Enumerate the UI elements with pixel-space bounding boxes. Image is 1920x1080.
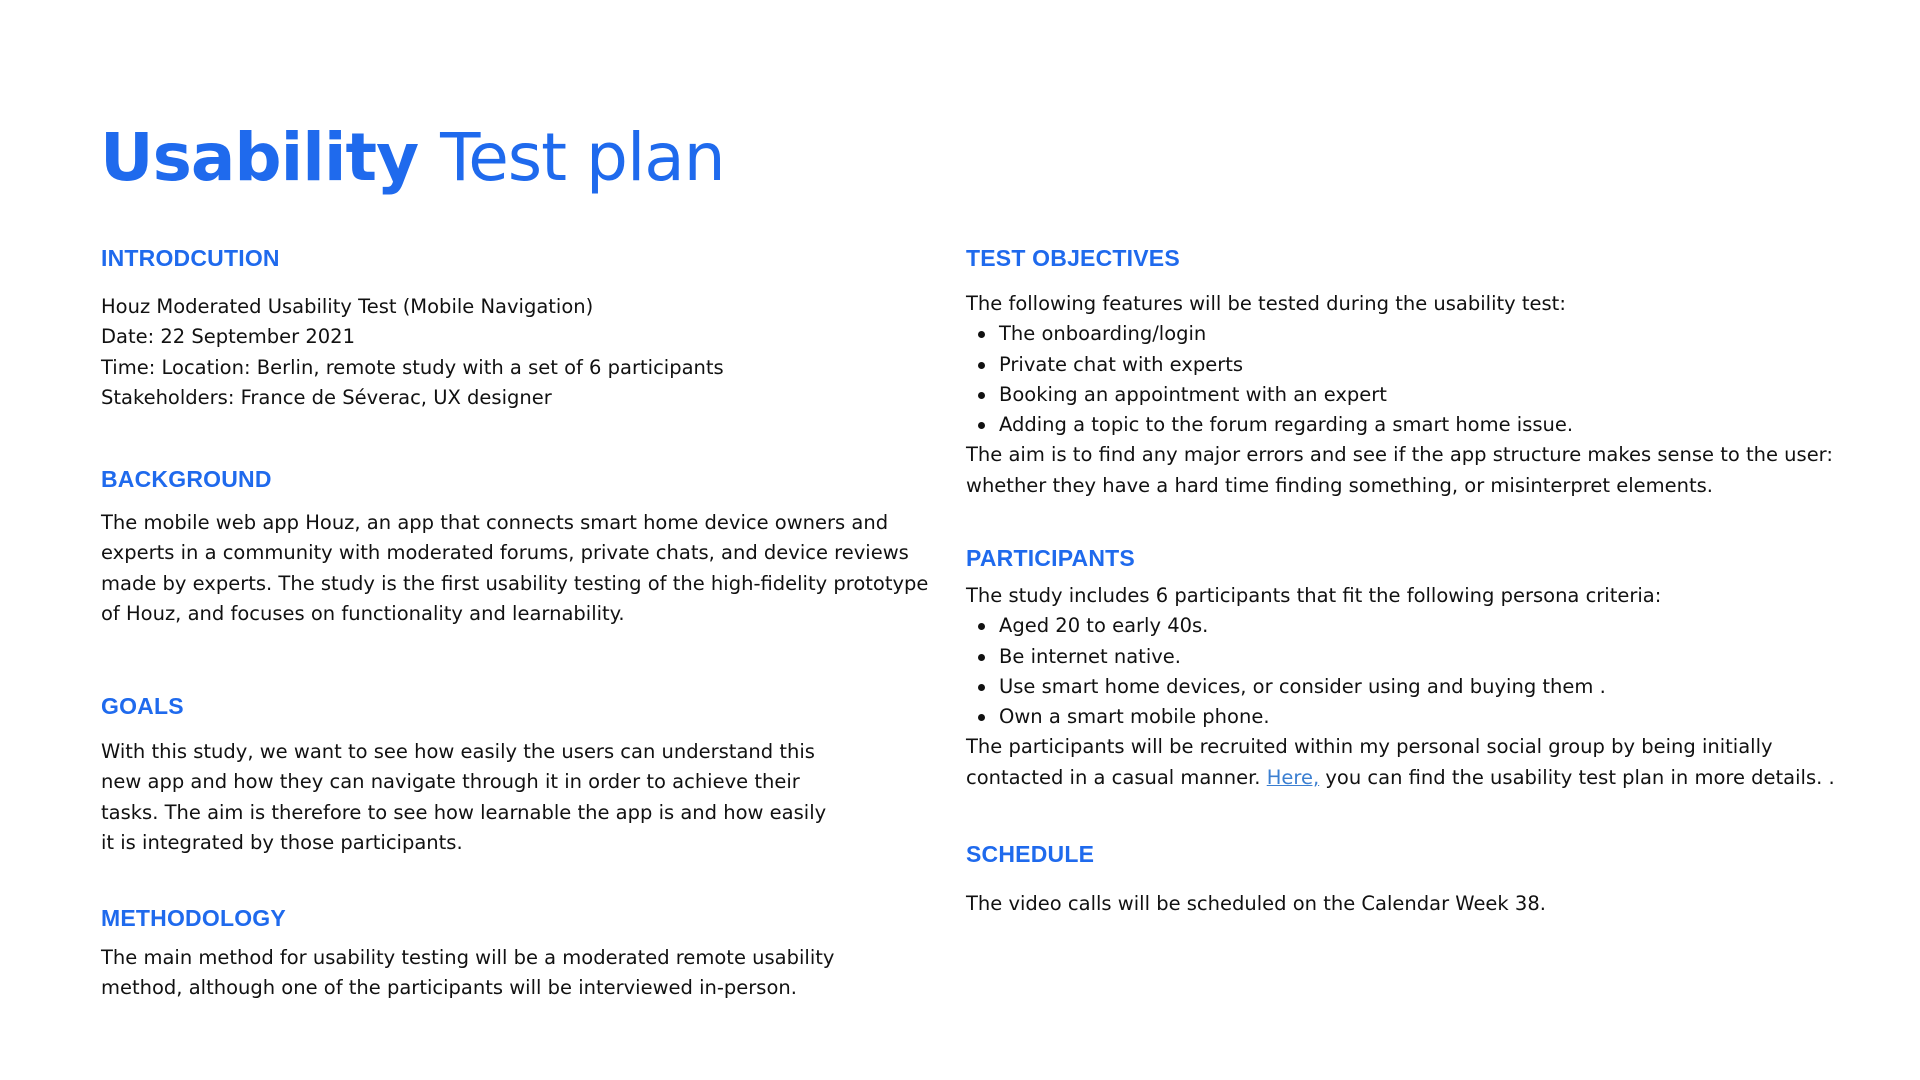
goals-section <box>101 691 826 858</box>
list-item: The onboarding/login <box>999 319 1833 349</box>
background-line: made by experts. The study is the first usability testing of the high-fidelity prototype <box>101 571 929 595</box>
goals-line: With this study, we want to see how easily the users can understand this <box>101 740 815 763</box>
goals-line: tasks. The aim is therefore to see how learnable the app is and how easily <box>101 800 827 824</box>
list-item: Aged 20 to early 40s. <box>999 611 1835 641</box>
methodology-section <box>101 903 834 1004</box>
participants-heading: PARTICIPANTS <box>966 545 1135 571</box>
list-item: Adding a topic to the forum regarding a smart home issue. <box>999 410 1833 440</box>
background-body <box>101 508 928 629</box>
participants-list <box>966 611 1835 732</box>
test-objectives-body <box>966 289 1833 501</box>
test-objectives-heading: TEST OBJECTIVES <box>966 245 1180 271</box>
page-title-bold: Usability <box>100 119 419 196</box>
test-objectives-intro: The following features will be tested during the usability test: <box>966 292 1566 315</box>
introduction-body <box>101 292 724 413</box>
goals-line: new app and how they can navigate through it in order to achieve their <box>101 770 800 794</box>
goals-line: it is integrated by those participants. <box>101 830 463 854</box>
schedule-section <box>966 839 1546 919</box>
page-title-regular: Test plan <box>440 119 725 196</box>
participants-outro: The participants will be recruited within my personal social group by being initially <box>966 735 1773 759</box>
participants-section <box>966 543 1835 793</box>
participants-outro <box>966 763 1835 793</box>
test-objectives-outro: The aim is to find any major errors and see if the app structure makes sense to the user: <box>966 443 1833 467</box>
introduction-line: Time: Location: Berlin, remote study with a set of 6 participants <box>101 355 724 379</box>
background-line: The mobile web app Houz, an app that connects smart home device owners and <box>101 511 889 534</box>
methodology-body <box>101 943 834 1004</box>
background-section <box>101 464 928 629</box>
page-title <box>100 118 725 197</box>
background-heading: BACKGROUND <box>101 466 272 492</box>
list-item: Be internet native. <box>999 642 1835 672</box>
methodology-heading: METHODOLOGY <box>101 905 286 931</box>
participants-outro-text: you can find the usability test plan in more details. . <box>1319 765 1835 789</box>
goals-body <box>101 737 826 858</box>
schedule-body <box>966 889 1546 919</box>
test-objectives-section <box>966 243 1833 501</box>
participants-intro: The study includes 6 participants that fit the following persona criteria: <box>966 584 1662 607</box>
methodology-line: method, although one of the participants will be interviewed in-person. <box>101 976 797 1000</box>
methodology-line: The main method for usability testing will be a moderated remote usability <box>101 946 835 969</box>
introduction-line: Stakeholders: France de Séverac, UX designer <box>101 385 552 409</box>
introduction-section <box>101 243 724 413</box>
background-line: experts in a community with moderated forums, private chats, and device reviews <box>101 541 909 565</box>
introduction-line: Date: 22 September 2021 <box>101 325 355 349</box>
background-line: of Houz, and focuses on functionality and learnability. <box>101 601 625 625</box>
list-item: Booking an appointment with an expert <box>999 380 1833 410</box>
schedule-heading: SCHEDULE <box>966 841 1095 867</box>
here-link[interactable]: Here, <box>1266 765 1320 789</box>
introduction-line: Houz Moderated Usability Test (Mobile Navigation) <box>101 295 594 318</box>
test-objectives-outro: whether they have a hard time finding something, or misinterpret elements. <box>966 473 1714 497</box>
list-item: Own a smart mobile phone. <box>999 702 1835 732</box>
list-item: Use smart home devices, or consider using and buying them . <box>999 672 1835 702</box>
participants-body <box>966 581 1835 793</box>
test-objectives-list <box>966 319 1833 440</box>
schedule-text: The video calls will be scheduled on the Calendar Week 38. <box>966 892 1546 915</box>
list-item: Private chat with experts <box>999 350 1833 380</box>
goals-heading: GOALS <box>101 693 184 719</box>
introduction-heading: INTRODCUTION <box>101 245 280 271</box>
participants-outro-text: contacted in a casual manner. <box>966 765 1267 789</box>
